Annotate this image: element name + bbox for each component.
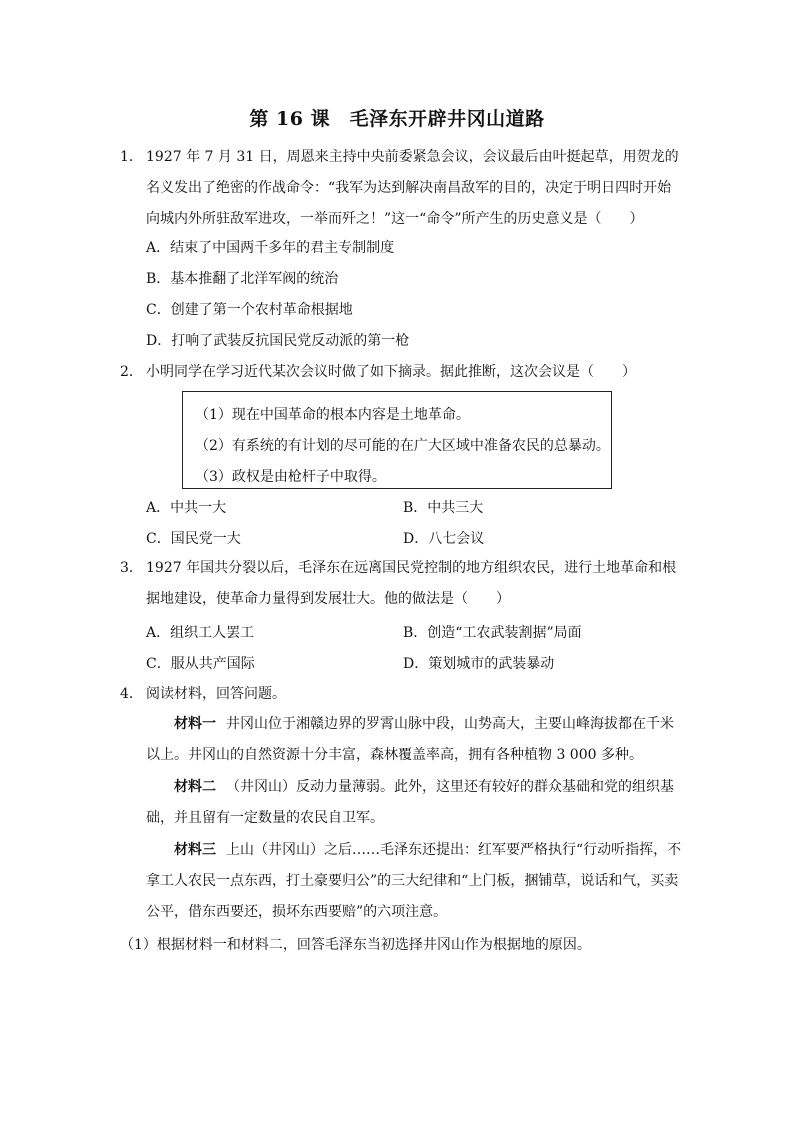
material-lead: 材料一 — [174, 716, 216, 732]
material-text: 上山（井冈山）之后……毛泽东还提出：红军要严格执行“行动听指挥，不拿工人农民一点东西，打土豪要归公”的三大纪律和“上门板，捆铺草，说话和气，买卖公平，借东西要还，损坏东西要赔”的六项注意。 — [146, 842, 682, 920]
option-d[interactable]: D．打响了武装反抗国民党反动派的第一枪 — [146, 333, 410, 349]
excerpt-box — [182, 391, 612, 489]
material-lead: 材料二 — [174, 779, 216, 795]
question-number: 1． — [120, 149, 143, 165]
question-1 — [120, 142, 680, 235]
material-lead: 材料三 — [174, 842, 216, 858]
option-d[interactable]: D．八七会议 — [403, 531, 485, 547]
question-stem: 阅读材料，回答问题。 — [146, 686, 286, 702]
material-3 — [146, 835, 686, 928]
question-stem: 1927 年国共分裂以后，毛泽东在远离国民党控制的地方组织农民，进行土地革命和根据地建设，使革命力量得到发展壮大。他的做法是（ ） — [146, 560, 677, 607]
option-a[interactable]: A．组织工人罢工 — [146, 625, 255, 641]
page-title: 第 16 课 毛泽东开辟井冈山道路 — [249, 108, 545, 130]
material-text: 井冈山位于湘赣边界的罗霄山脉中段，山势高大，主要山峰海拔都在千米以上。井冈山的自然资源十分丰富，森林覆盖率高，拥有各种植物 3 000 多种。 — [146, 716, 674, 763]
option-b[interactable]: B．创造“工农武装割据”局面 — [403, 625, 582, 641]
option-b[interactable]: B．中共三大 — [403, 500, 484, 516]
option-a[interactable]: A．中共一大 — [146, 500, 227, 516]
question-3 — [120, 553, 680, 615]
material-1 — [146, 709, 686, 771]
option-b[interactable]: B．基本推翻了北洋军阀的统治 — [146, 271, 339, 287]
question-4 — [120, 679, 680, 710]
question-number: 4． — [120, 686, 143, 702]
excerpt-line: （3）政权是由枪杆子中取得。 — [195, 469, 386, 485]
option-a[interactable]: A．结束了中国两千多年的君主专制制度 — [146, 240, 395, 256]
question-2 — [120, 357, 680, 388]
excerpt-line: （1）现在中国革命的根本内容是土地革命。 — [195, 407, 470, 423]
material-2 — [146, 772, 686, 834]
option-c[interactable]: C．服从共产国际 — [146, 656, 255, 672]
excerpt-line: （2）有系统的有计划的尽可能的在广大区域中准备农民的总暴动。 — [195, 438, 610, 454]
option-c[interactable]: C．国民党一大 — [146, 531, 241, 547]
sub-question-1: （1）根据材料一和材料二，回答毛泽东当初选择井冈山作为根据地的原因。 — [120, 937, 591, 953]
question-number: 2． — [120, 364, 143, 380]
material-text: （井冈山）反动力量薄弱。此外，这里还有较好的群众基础和党的组织基础，并且留有一定数量的农民自卫军。 — [146, 779, 674, 826]
question-number: 3． — [120, 560, 143, 576]
question-stem: 小明同学在学习近代某次会议时做了如下摘录。据此推断，这次会议是（ ） — [146, 364, 636, 380]
option-c[interactable]: C．创建了第一个农村革命根据地 — [146, 302, 353, 318]
option-d[interactable]: D．策划城市的武装暴动 — [403, 656, 555, 672]
question-stem: 1927 年 7 月 31 日，周恩来主持中央前委紧急会议，会议最后由叶挺起草，用贺龙的名义发出了绝密的作战命令：“我军为达到解决南昌敌军的目的，决定于明日四时开始向城内外所驻敌军进攻，一举而歼之！”这一“命令”所产生的历史意义是（ ） — [146, 149, 679, 227]
